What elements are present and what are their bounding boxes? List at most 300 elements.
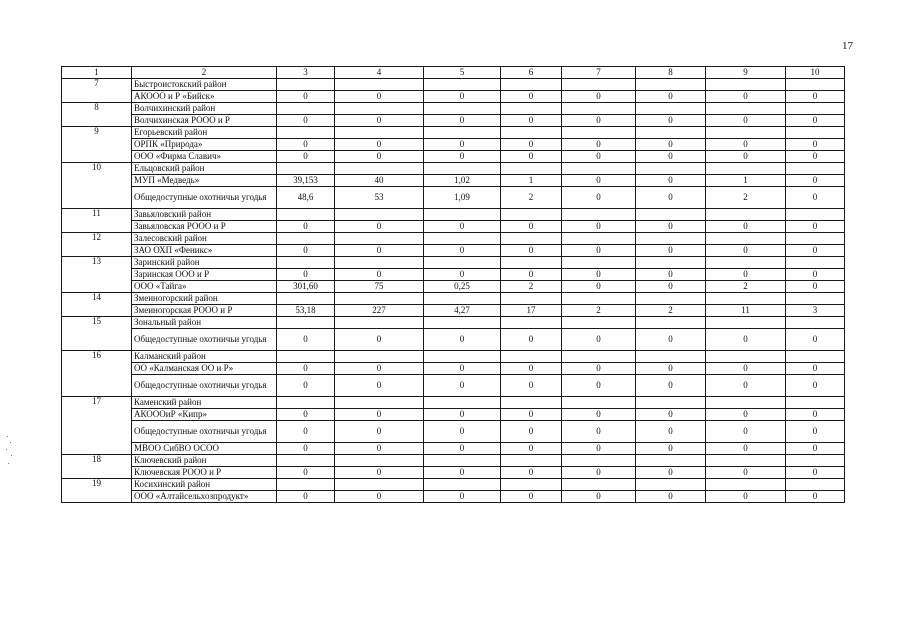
value-cell: 0 [706, 491, 786, 503]
value-cell: 0 [277, 245, 335, 257]
value-cell: 0 [562, 363, 636, 375]
column-number: 3 [277, 67, 335, 79]
value-cell: 0 [636, 409, 706, 421]
region-row [62, 455, 845, 467]
region-row [62, 257, 845, 269]
empty-cell [636, 233, 706, 245]
column-number: 4 [335, 67, 424, 79]
value-cell: 0 [786, 363, 845, 375]
value-cell: 11 [706, 305, 786, 317]
row-number: 7 [62, 79, 132, 103]
value-cell: 0 [501, 221, 562, 233]
value-cell: 0 [636, 281, 706, 293]
empty-cell [335, 317, 424, 329]
value-cell: 0 [706, 151, 786, 163]
value-cell: 0 [424, 329, 501, 351]
row-number: 14 [62, 293, 132, 317]
empty-cell [636, 455, 706, 467]
value-cell: 0 [335, 91, 424, 103]
value-cell: 0 [562, 245, 636, 257]
empty-cell [424, 163, 501, 175]
value-cell: 0 [501, 421, 562, 443]
region-row [62, 163, 845, 175]
table-row [62, 305, 845, 317]
value-cell: 0 [424, 375, 501, 397]
value-cell: 0 [562, 115, 636, 127]
value-cell: 227 [335, 305, 424, 317]
column-number: 8 [636, 67, 706, 79]
value-cell: 0 [636, 467, 706, 479]
value-cell: 4,27 [424, 305, 501, 317]
value-cell: 0 [277, 421, 335, 443]
region-name: Быстроистокский район [132, 79, 277, 91]
value-cell: 0 [501, 269, 562, 281]
row-number: 17 [62, 397, 132, 455]
empty-cell [501, 317, 562, 329]
value-cell: 0 [786, 443, 845, 455]
value-cell: 0 [424, 245, 501, 257]
column-number: 2 [132, 67, 277, 79]
empty-cell [636, 351, 706, 363]
value-cell: 0 [706, 329, 786, 351]
table-row [62, 467, 845, 479]
value-cell: 0 [424, 91, 501, 103]
empty-cell [706, 293, 786, 305]
value-cell: 0 [786, 491, 845, 503]
value-cell: 0 [636, 115, 706, 127]
empty-cell [424, 317, 501, 329]
value-cell: 1,02 [424, 175, 501, 187]
empty-cell [501, 257, 562, 269]
empty-cell [562, 257, 636, 269]
value-cell: 0,25 [424, 281, 501, 293]
empty-cell [562, 127, 636, 139]
value-cell: 1 [706, 175, 786, 187]
value-cell: 0 [501, 245, 562, 257]
region-name: Волчихинский район [132, 103, 277, 115]
region-name: Змеиногорский район [132, 293, 277, 305]
empty-cell [636, 317, 706, 329]
empty-cell [562, 455, 636, 467]
value-cell: 0 [562, 409, 636, 421]
value-cell: 0 [786, 175, 845, 187]
empty-cell [335, 233, 424, 245]
value-cell: 0 [501, 363, 562, 375]
value-cell: 0 [501, 443, 562, 455]
value-cell: 0 [562, 151, 636, 163]
value-cell: 0 [706, 443, 786, 455]
value-cell: 0 [335, 151, 424, 163]
value-cell: 0 [786, 115, 845, 127]
value-cell: 0 [335, 269, 424, 281]
region-name: Заринский район [132, 257, 277, 269]
empty-cell [501, 293, 562, 305]
value-cell: 0 [636, 91, 706, 103]
value-cell: 0 [335, 363, 424, 375]
organisation-name: Заринская ООО и Р [132, 269, 277, 281]
empty-cell [424, 397, 501, 409]
organisation-name: Волчихинская РООО и Р [132, 115, 277, 127]
organisation-name: ООО «Алтайсельхозпродукт» [132, 491, 277, 503]
region-name: Ключевский район [132, 455, 277, 467]
value-cell: 0 [636, 221, 706, 233]
region-name: Залесовский район [132, 233, 277, 245]
empty-cell [786, 79, 845, 91]
value-cell: 0 [706, 269, 786, 281]
empty-cell [706, 103, 786, 115]
empty-cell [501, 233, 562, 245]
empty-cell [277, 397, 335, 409]
value-cell: 0 [277, 151, 335, 163]
value-cell: 0 [277, 115, 335, 127]
value-cell: 0 [636, 421, 706, 443]
empty-cell [706, 163, 786, 175]
value-cell: 0 [335, 221, 424, 233]
value-cell: 0 [501, 467, 562, 479]
table-row [62, 175, 845, 187]
empty-cell [786, 233, 845, 245]
value-cell: 0 [786, 329, 845, 351]
value-cell: 0 [501, 139, 562, 151]
empty-cell [277, 233, 335, 245]
table-row [62, 281, 845, 293]
empty-cell [636, 257, 706, 269]
page-number: 17 [842, 40, 853, 52]
empty-cell [706, 127, 786, 139]
table-row [62, 187, 845, 209]
row-number: 8 [62, 103, 132, 127]
value-cell: 0 [277, 91, 335, 103]
value-cell: 2 [501, 187, 562, 209]
empty-cell [335, 103, 424, 115]
column-number-row [62, 67, 845, 79]
table-row [62, 221, 845, 233]
value-cell: 0 [501, 91, 562, 103]
organisation-name: Змеиногорская РООО и Р [132, 305, 277, 317]
empty-cell [424, 127, 501, 139]
region-name: Калманский район [132, 351, 277, 363]
region-row [62, 479, 845, 491]
value-cell: 0 [636, 269, 706, 281]
value-cell: 0 [562, 187, 636, 209]
empty-cell [706, 233, 786, 245]
value-cell: 0 [786, 139, 845, 151]
empty-cell [786, 479, 845, 491]
empty-cell [706, 257, 786, 269]
value-cell: 0 [636, 329, 706, 351]
empty-cell [501, 455, 562, 467]
value-cell: 0 [562, 269, 636, 281]
value-cell: 0 [636, 139, 706, 151]
empty-cell [277, 79, 335, 91]
table-row [62, 115, 845, 127]
empty-cell [786, 455, 845, 467]
empty-cell [706, 455, 786, 467]
empty-cell [562, 317, 636, 329]
value-cell: 0 [562, 329, 636, 351]
table-row [62, 269, 845, 281]
empty-cell [277, 257, 335, 269]
empty-cell [706, 209, 786, 221]
empty-cell [562, 79, 636, 91]
empty-cell [501, 79, 562, 91]
value-cell: 2 [706, 281, 786, 293]
region-name: Косихинский район [132, 479, 277, 491]
value-cell: 0 [501, 115, 562, 127]
value-cell: 40 [335, 175, 424, 187]
value-cell: 0 [706, 115, 786, 127]
value-cell: 0 [335, 443, 424, 455]
value-cell: 0 [636, 151, 706, 163]
value-cell: 0 [424, 269, 501, 281]
empty-cell [424, 293, 501, 305]
value-cell: 0 [636, 491, 706, 503]
empty-cell [277, 479, 335, 491]
value-cell: 0 [786, 467, 845, 479]
value-cell: 0 [636, 443, 706, 455]
row-number: 10 [62, 163, 132, 209]
value-cell: 0 [335, 245, 424, 257]
empty-cell [424, 351, 501, 363]
value-cell: 0 [786, 187, 845, 209]
column-number: 5 [424, 67, 501, 79]
organisation-name: МВОО СибВО ОСОО [132, 443, 277, 455]
value-cell: 2 [501, 281, 562, 293]
empty-cell [335, 163, 424, 175]
table-row [62, 421, 845, 443]
value-cell: 0 [562, 467, 636, 479]
value-cell: 0 [277, 409, 335, 421]
table-row [62, 245, 845, 257]
column-number: 6 [501, 67, 562, 79]
region-row [62, 103, 845, 115]
value-cell: 0 [424, 139, 501, 151]
empty-cell [335, 209, 424, 221]
value-cell: 0 [786, 151, 845, 163]
value-cell: 0 [335, 375, 424, 397]
empty-cell [335, 257, 424, 269]
value-cell: 0 [562, 375, 636, 397]
value-cell: 0 [335, 329, 424, 351]
empty-cell [424, 103, 501, 115]
empty-cell [335, 293, 424, 305]
empty-cell [786, 317, 845, 329]
empty-cell [706, 351, 786, 363]
value-cell: 0 [335, 467, 424, 479]
region-row [62, 79, 845, 91]
empty-cell [562, 163, 636, 175]
region-row [62, 293, 845, 305]
empty-cell [636, 79, 706, 91]
value-cell: 0 [786, 245, 845, 257]
row-number: 11 [62, 209, 132, 233]
empty-cell [786, 351, 845, 363]
value-cell: 0 [277, 491, 335, 503]
organisation-name: ООО «Тайга» [132, 281, 277, 293]
empty-cell [501, 127, 562, 139]
value-cell: 0 [706, 421, 786, 443]
organisation-name: Общедоступные охотничьи угодья [132, 421, 277, 443]
value-cell: 0 [706, 363, 786, 375]
value-cell: 0 [277, 329, 335, 351]
value-cell: 0 [501, 151, 562, 163]
empty-cell [424, 257, 501, 269]
value-cell: 0 [424, 363, 501, 375]
empty-cell [424, 479, 501, 491]
empty-cell [501, 163, 562, 175]
value-cell: 0 [335, 139, 424, 151]
value-cell: 0 [786, 91, 845, 103]
value-cell: 2 [636, 305, 706, 317]
region-row [62, 317, 845, 329]
table-row [62, 491, 845, 503]
column-number: 10 [786, 67, 845, 79]
empty-cell [335, 79, 424, 91]
region-name: Каменский район [132, 397, 277, 409]
region-name: Завьяловский район [132, 209, 277, 221]
row-number: 12 [62, 233, 132, 257]
empty-cell [786, 103, 845, 115]
value-cell: 0 [636, 175, 706, 187]
value-cell: 2 [562, 305, 636, 317]
organisation-name: Завьяловская РООО и Р [132, 221, 277, 233]
empty-cell [562, 293, 636, 305]
column-number: 9 [706, 67, 786, 79]
empty-cell [562, 397, 636, 409]
value-cell: 0 [277, 467, 335, 479]
empty-cell [562, 351, 636, 363]
value-cell: 0 [786, 281, 845, 293]
empty-cell [501, 397, 562, 409]
empty-cell [277, 163, 335, 175]
value-cell: 0 [706, 409, 786, 421]
organisation-name: ООО «Фирма Славич» [132, 151, 277, 163]
region-name: Егорьевский район [132, 127, 277, 139]
region-row [62, 127, 845, 139]
value-cell: 0 [501, 491, 562, 503]
empty-cell [786, 397, 845, 409]
empty-cell [335, 397, 424, 409]
value-cell: 0 [562, 421, 636, 443]
region-row [62, 209, 845, 221]
empty-cell [562, 233, 636, 245]
empty-cell [501, 209, 562, 221]
organisation-name: ОРПК «Природа» [132, 139, 277, 151]
empty-cell [277, 455, 335, 467]
empty-cell [636, 209, 706, 221]
table-row [62, 409, 845, 421]
column-number: 7 [562, 67, 636, 79]
organisation-name: ОО «Калманская ОО и Р» [132, 363, 277, 375]
value-cell: 0 [562, 175, 636, 187]
value-cell: 0 [562, 281, 636, 293]
row-number: 9 [62, 127, 132, 163]
empty-cell [706, 317, 786, 329]
value-cell: 0 [706, 139, 786, 151]
empty-cell [636, 397, 706, 409]
value-cell: 0 [277, 363, 335, 375]
table-row [62, 329, 845, 351]
value-cell: 39,153 [277, 175, 335, 187]
region-row [62, 233, 845, 245]
empty-cell [424, 79, 501, 91]
empty-cell [424, 455, 501, 467]
value-cell: 1 [501, 175, 562, 187]
value-cell: 0 [424, 421, 501, 443]
empty-cell [786, 209, 845, 221]
organisation-name: Общедоступные охотничьи угодья [132, 187, 277, 209]
empty-cell [636, 127, 706, 139]
column-number: 1 [62, 67, 132, 79]
value-cell: 0 [335, 115, 424, 127]
value-cell: 0 [786, 221, 845, 233]
organisation-name: Общедоступные охотничьи угодья [132, 375, 277, 397]
table-row [62, 151, 845, 163]
value-cell: 0 [277, 269, 335, 281]
value-cell: 0 [706, 467, 786, 479]
row-number: 18 [62, 455, 132, 479]
organisation-name: МУП «Медведь» [132, 175, 277, 187]
empty-cell [335, 127, 424, 139]
empty-cell [706, 397, 786, 409]
value-cell: 0 [501, 329, 562, 351]
empty-cell [786, 257, 845, 269]
value-cell: 0 [706, 91, 786, 103]
value-cell: 0 [424, 151, 501, 163]
value-cell: 0 [562, 443, 636, 455]
empty-cell [277, 293, 335, 305]
value-cell: 53,18 [277, 305, 335, 317]
empty-cell [636, 479, 706, 491]
row-number: 13 [62, 257, 132, 293]
empty-cell [786, 127, 845, 139]
organisation-name: ЗАО ОХП «Феникс» [132, 245, 277, 257]
value-cell: 0 [335, 409, 424, 421]
empty-cell [636, 163, 706, 175]
region-row [62, 397, 845, 409]
value-cell: 0 [786, 269, 845, 281]
value-cell: 0 [424, 491, 501, 503]
value-cell: 0 [335, 491, 424, 503]
value-cell: 0 [706, 221, 786, 233]
empty-cell [706, 479, 786, 491]
value-cell: 0 [706, 375, 786, 397]
value-cell: 53 [335, 187, 424, 209]
empty-cell [277, 103, 335, 115]
empty-cell [501, 103, 562, 115]
empty-cell [335, 455, 424, 467]
value-cell: 0 [562, 139, 636, 151]
region-name: Зональный район [132, 317, 277, 329]
table-row [62, 375, 845, 397]
value-cell: 0 [424, 467, 501, 479]
value-cell: 0 [562, 221, 636, 233]
value-cell: 0 [424, 221, 501, 233]
empty-cell [706, 79, 786, 91]
value-cell: 0 [501, 375, 562, 397]
value-cell: 0 [562, 91, 636, 103]
table-body [62, 67, 845, 503]
empty-cell [335, 351, 424, 363]
value-cell: 17 [501, 305, 562, 317]
value-cell: 0 [562, 491, 636, 503]
value-cell: 0 [424, 443, 501, 455]
row-number: 16 [62, 351, 132, 397]
value-cell: 0 [424, 409, 501, 421]
value-cell: 301,60 [277, 281, 335, 293]
organisation-name: Ключевская РООО и Р [132, 467, 277, 479]
empty-cell [636, 103, 706, 115]
